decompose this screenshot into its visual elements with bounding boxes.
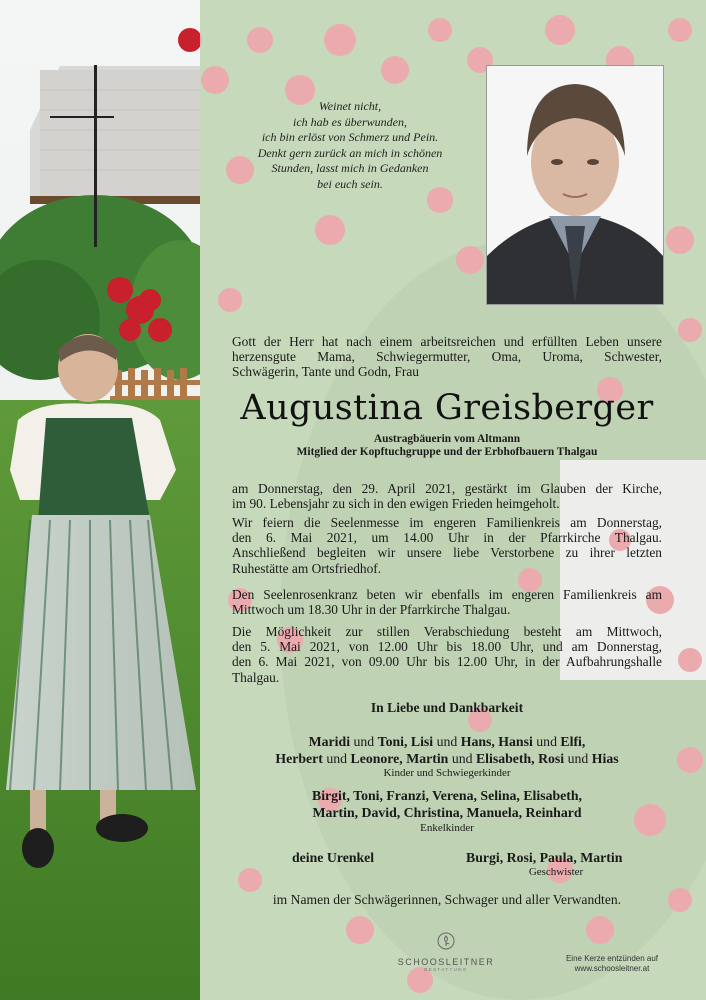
rose-icon (437, 932, 455, 950)
mass-line: Wir feiern die Seelenmesse im engeren Familienkreis am Donnerstag, (232, 515, 662, 530)
children-role: Kinder und Schwiegerkinder (383, 767, 511, 779)
joiner-text: und (536, 734, 557, 749)
poem-line: ich bin erlöst von Schmerz und Pein. (261, 130, 439, 145)
siblings-role: Geschwister (528, 866, 584, 878)
subtitle-line: Mitglied der Kopftuchgruppe und der Erbhofbauern Thalgau (296, 446, 598, 458)
rosary-line: Den Seelenrosenkranz beten wir ebenfalls im engeren Familienkreis am (232, 587, 662, 602)
intro-line: Gott der Herr hat nach einem arbeitsreichen und erfüllten Leben unsere (232, 334, 662, 349)
logo-subtitle: BESTATTUNG (424, 967, 468, 972)
child-name: Hias (591, 750, 619, 766)
great-grandchildren: deine Urenkel (292, 850, 375, 865)
children-names (232, 734, 662, 767)
child-name: Hans, Hansi (460, 734, 533, 749)
mass-paragraph (232, 515, 662, 576)
death-line: im 90. Lebensjahr zu sich in den ewigen Frieden heimgeholt. (232, 496, 560, 512)
grandchildren-line: Martin, David, Christina, Manuela, Reinhard (312, 804, 582, 820)
cross-icon (50, 65, 114, 247)
child-name: Herbert (275, 750, 323, 766)
farewell-line: Die Möglichkeit zur stillen Verabschiedung besteht am Mittwoch, (232, 624, 662, 639)
death-line: am Donnerstag, den 29. April 2021, gestärkt im Glauben der Kirche, (232, 481, 662, 496)
closing-line: im Namen der Schwägerinnen, Schwager und aller Verwandten. (272, 892, 622, 907)
rosary-paragraph (232, 587, 662, 617)
joiner-text: und (451, 750, 473, 766)
poem-line: Weinet nicht, (318, 99, 382, 113)
grandchildren-line: Birgit, Toni, Franzi, Verena, Selina, Elisabeth, (312, 788, 582, 803)
candle-note (552, 954, 672, 974)
joiner-text: und (567, 750, 589, 766)
farewell-line: den 5. Mai 2021, von 12.00 Uhr bis 18.00 Uhr, und am Donnerstag, (232, 639, 662, 655)
mass-line: Anschließend begleiten wir unsere liebe Verstorbene zu ihrer letzten (232, 545, 662, 561)
mass-line: den 6. Mai 2021, um 14.00 Uhr in der Pfarrkirche Thalgau. (232, 530, 662, 546)
siblings-names: Burgi, Rosi, Paula, Martin (466, 850, 623, 865)
farewell-paragraph (232, 624, 662, 685)
candle-link[interactable]: www.schoosleitner.at (574, 964, 650, 973)
farewell-line: den 6. Mai 2021, von 09.00 Uhr bis 12.00 Uhr, in der Aufbahrungshalle (232, 654, 662, 670)
joiner-text: und (436, 734, 458, 749)
mass-line: Ruhestätte am Ortsfriedhof. (232, 560, 382, 576)
child-name: Elisabeth, Rosi (475, 750, 565, 766)
poem-line: bei euch sein. (317, 176, 383, 191)
candle-text: Eine Kerze entzünden auf (565, 954, 659, 963)
love-line: In Liebe und Dankbarkeit (370, 700, 524, 715)
death-paragraph (232, 481, 662, 511)
poem (215, 99, 485, 193)
deceased-name: Augustina Greisberger (240, 388, 654, 428)
poem-line: ich hab es überwunden, (293, 114, 407, 129)
grandchildren-role: Enkelkinder (420, 822, 474, 834)
child-name: Elfi, (560, 734, 586, 749)
subtitle-line: Austragbäuerin vom Altmann (373, 433, 521, 445)
logo-name: SCHOOSLEITNER (397, 957, 495, 967)
subtitle (232, 433, 662, 459)
rosary-line: Mittwoch um 18.30 Uhr in der Pfarrkirche Thalgau. (232, 602, 511, 618)
child-name: Toni, Lisi (377, 734, 434, 749)
farewell-line: Thalgau. (232, 669, 280, 685)
joiner-text: und (353, 734, 375, 749)
grandchildren-names (232, 788, 662, 821)
child-name: Maridi (308, 734, 351, 749)
poem-line: Denkt gern zurück an mich in schönen (257, 145, 443, 160)
joiner-text: und (326, 750, 348, 766)
portrait-photo (486, 65, 664, 305)
intro-text (232, 334, 662, 380)
intro-line: Schwägerin, Tante und Godn, Frau (232, 364, 419, 380)
poem-line: Stunden, lasst mich in Gedanken (271, 161, 429, 176)
funeral-home-logo (396, 932, 496, 972)
child-name: Leonore, Martin (350, 750, 449, 766)
intro-line: herzensgute Mama, Schwiegermutter, Oma, Uroma, Schwester, (232, 349, 662, 365)
